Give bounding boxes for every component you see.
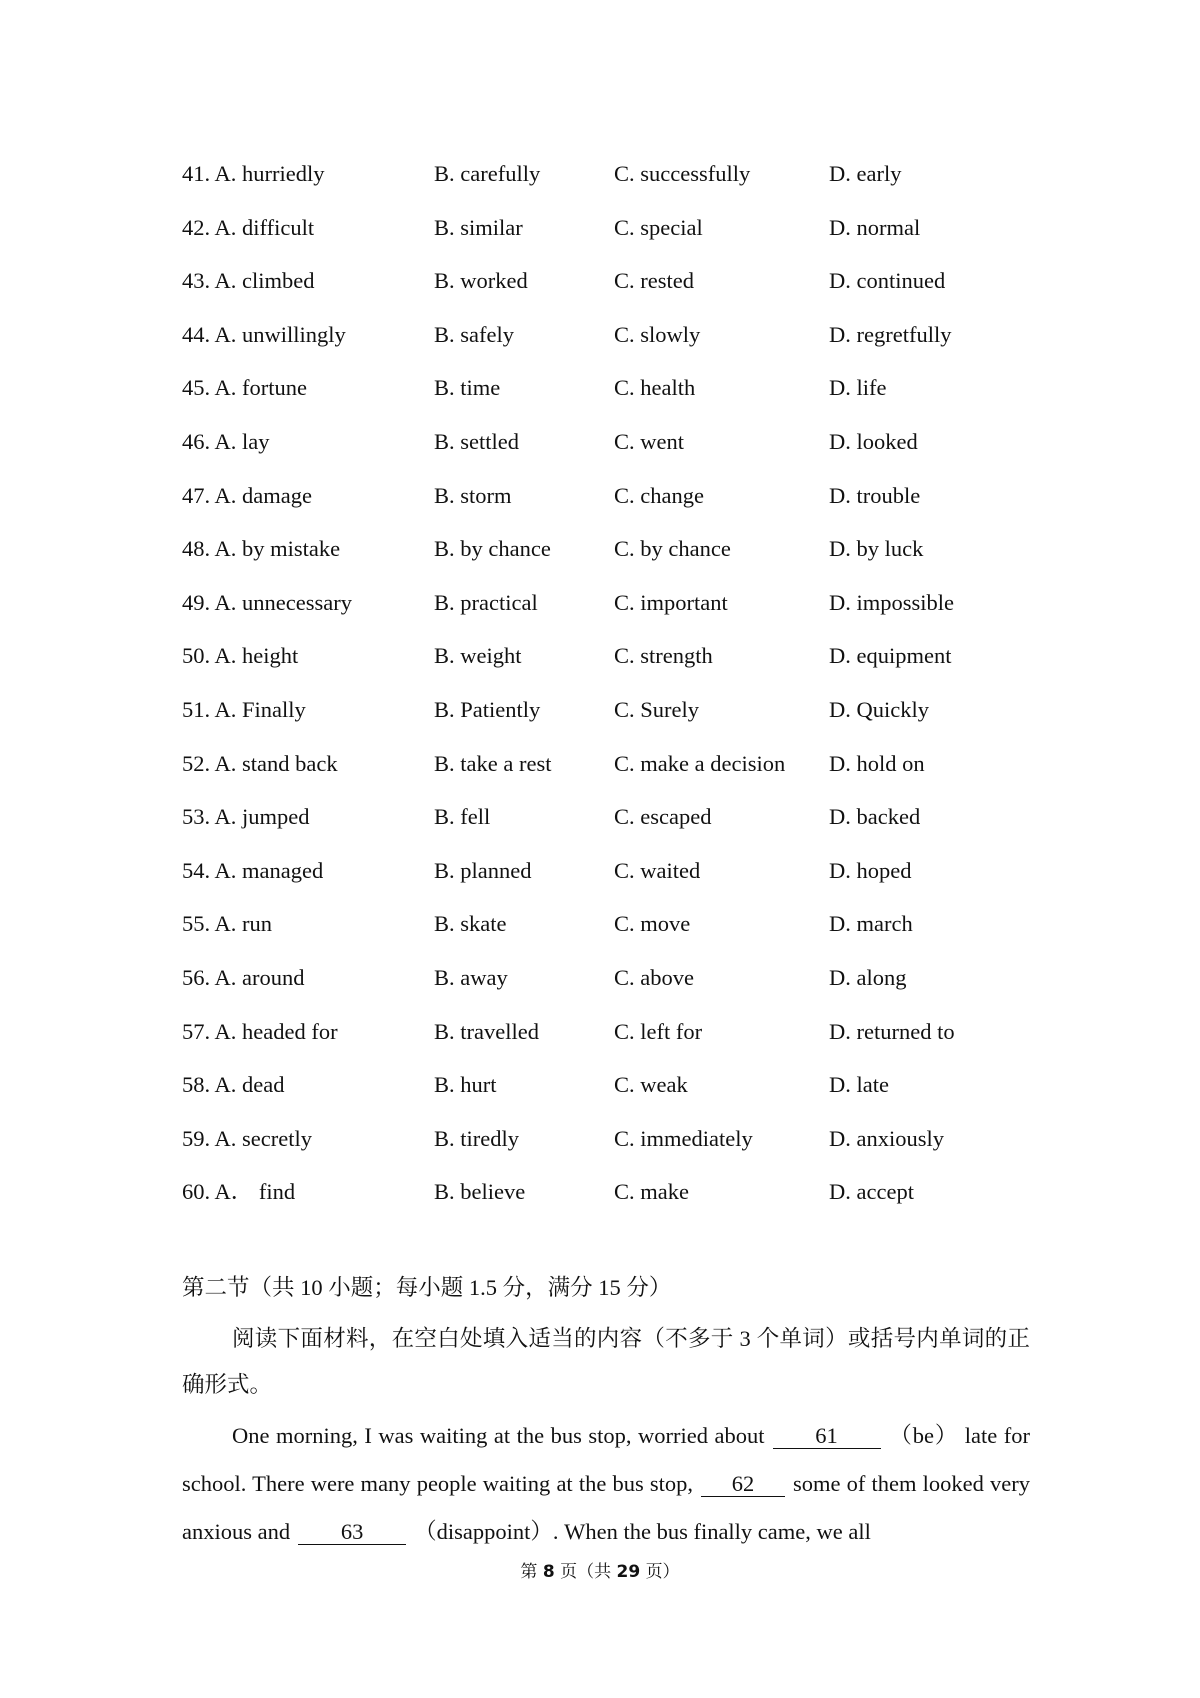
question-row — [182, 206, 1082, 260]
option-a: 45. A. fortune — [182, 375, 307, 401]
answer-blank-62[interactable]: 62 — [701, 1472, 785, 1497]
option-b: B. believe — [434, 1179, 526, 1205]
option-d: D. hoped — [829, 857, 912, 883]
option-b: B. Patiently — [434, 696, 541, 722]
option-c: C. waited — [614, 857, 701, 883]
option-b: B. away — [434, 964, 508, 990]
option-d: D. backed — [829, 804, 921, 830]
passage-text: （disappoint）. When the bus finally came, we all — [414, 1519, 871, 1544]
option-d: D. looked — [829, 428, 918, 454]
option-b: B. time — [434, 375, 501, 401]
option-c: C. escaped — [614, 804, 712, 830]
option-c: C. weak — [614, 1072, 688, 1098]
option-a: 43. A. climbed — [182, 268, 315, 294]
option-b: B. similar — [434, 214, 523, 240]
question-row — [182, 849, 1082, 903]
option-c: C. strength — [614, 643, 713, 669]
question-row — [182, 1010, 1082, 1064]
option-a: 57. A. headed for — [182, 1018, 338, 1044]
option-c: C. successfully — [614, 161, 751, 186]
option-b: B. weight — [434, 643, 522, 669]
option-b: B. fell — [434, 804, 491, 830]
option-c: C. make — [614, 1179, 689, 1205]
page-footer — [0, 1560, 1200, 1584]
option-d: D. hold on — [829, 750, 925, 776]
footer-suffix: 页） — [645, 1562, 680, 1582]
option-c: C. change — [614, 482, 704, 508]
question-row — [182, 527, 1082, 581]
option-a: 60. A． find — [182, 1179, 296, 1205]
option-a: 59. A. secretly — [182, 1125, 312, 1151]
option-d: D. along — [829, 964, 907, 990]
option-c: C. important — [614, 589, 728, 615]
option-d: D. accept — [829, 1179, 914, 1205]
option-a: 48. A. by mistake — [182, 536, 341, 562]
option-c: C. went — [614, 428, 684, 454]
cloze-passage — [182, 1412, 1030, 1556]
question-row — [182, 474, 1082, 528]
option-c: C. special — [614, 214, 703, 240]
option-a: 41. A. hurriedly — [182, 161, 325, 186]
option-c: C. rested — [614, 268, 694, 294]
question-row — [182, 688, 1082, 742]
footer-prefix: 第 — [520, 1562, 538, 1582]
option-b: B. by chance — [434, 536, 551, 562]
option-a: 49. A. unnecessary — [182, 589, 352, 615]
option-b: B. worked — [434, 268, 528, 294]
option-d: D. march — [829, 911, 913, 937]
option-b: B. carefully — [434, 161, 541, 186]
option-a: 44. A. unwillingly — [182, 321, 346, 347]
option-b: B. take a rest — [434, 750, 552, 776]
option-c: C. above — [614, 964, 694, 990]
option-c: C. move — [614, 911, 691, 937]
option-b: B. storm — [434, 482, 512, 508]
question-row — [182, 956, 1082, 1010]
option-d: D. impossible — [829, 589, 955, 615]
option-a: 52. A. stand back — [182, 750, 338, 776]
option-a: 58. A. dead — [182, 1072, 285, 1098]
question-row — [182, 420, 1082, 474]
footer-middle: 页（共 — [560, 1562, 612, 1582]
option-b: B. safely — [434, 321, 514, 347]
option-d: D. by luck — [829, 536, 924, 562]
option-d: D. trouble — [829, 482, 921, 508]
option-b: B. tiredly — [434, 1125, 519, 1151]
option-c: C. health — [614, 375, 696, 401]
question-row — [182, 1170, 1082, 1224]
section-title: 第二节（共 10 小题；每小题 1.5 分，满分 15 分） — [182, 1275, 672, 1300]
option-d: D. life — [829, 375, 887, 401]
option-a: 51. A. Finally — [182, 696, 306, 722]
question-row — [182, 902, 1082, 956]
question-row — [182, 1063, 1082, 1117]
answer-blank-63[interactable]: 63 — [298, 1520, 406, 1545]
option-d: D. early — [829, 161, 902, 186]
option-c: C. immediately — [614, 1125, 753, 1151]
passage-text: some of them looked very anxious and — [182, 1471, 1030, 1544]
option-d: D. continued — [829, 268, 946, 294]
option-b: B. skate — [434, 911, 507, 937]
question-row — [182, 313, 1082, 367]
option-c: C. Surely — [614, 696, 700, 722]
question-row — [182, 259, 1082, 313]
passage-text: （be） late for school. There were many people waiting at the bus stop, — [182, 1423, 1031, 1496]
option-a: 50. A. height — [182, 643, 299, 669]
total-pages: 29 — [616, 1562, 641, 1582]
option-b: B. hurt — [434, 1072, 497, 1098]
option-b: B. planned — [434, 857, 532, 883]
option-d: D. equipment — [829, 643, 952, 669]
question-row — [182, 795, 1082, 849]
option-a: 46. A. lay — [182, 428, 270, 454]
option-d: D. normal — [829, 214, 921, 240]
option-a: 54. A. managed — [182, 857, 324, 883]
option-d: D. returned to — [829, 1018, 955, 1044]
page-number: 8 — [542, 1562, 555, 1582]
option-d: D. regretfully — [829, 321, 952, 347]
option-c: C. by chance — [614, 536, 731, 562]
answer-blank-61[interactable]: 61 — [773, 1424, 881, 1449]
option-b: B. travelled — [434, 1018, 539, 1044]
section-instructions: 阅读下面材料，在空白处填入适当的内容（不多于 3 个单词）或括号内单词的正确形式。 — [182, 1326, 1030, 1397]
question-row — [182, 581, 1082, 635]
passage-text: One morning, I was waiting at the bus stop, worried about — [232, 1423, 765, 1448]
option-c: C. slowly — [614, 321, 701, 347]
option-a: 47. A. damage — [182, 482, 312, 508]
option-d: D. Quickly — [829, 696, 929, 722]
option-a: 53. A. jumped — [182, 804, 310, 830]
question-row — [182, 634, 1082, 688]
option-a: 42. A. difficult — [182, 214, 315, 240]
option-a: 56. A. around — [182, 964, 305, 990]
option-d: D. late — [829, 1072, 889, 1098]
option-b: B. practical — [434, 589, 538, 615]
option-c: C. left for — [614, 1018, 703, 1044]
question-row — [182, 1117, 1082, 1171]
option-b: B. settled — [434, 428, 519, 454]
option-c: C. make a decision — [614, 750, 786, 776]
question-row — [182, 366, 1082, 420]
question-row — [182, 152, 1082, 206]
question-row — [182, 742, 1082, 796]
option-d: D. anxiously — [829, 1125, 944, 1151]
multiple-choice-options — [182, 152, 1082, 1224]
option-a: 55. A. run — [182, 911, 272, 937]
